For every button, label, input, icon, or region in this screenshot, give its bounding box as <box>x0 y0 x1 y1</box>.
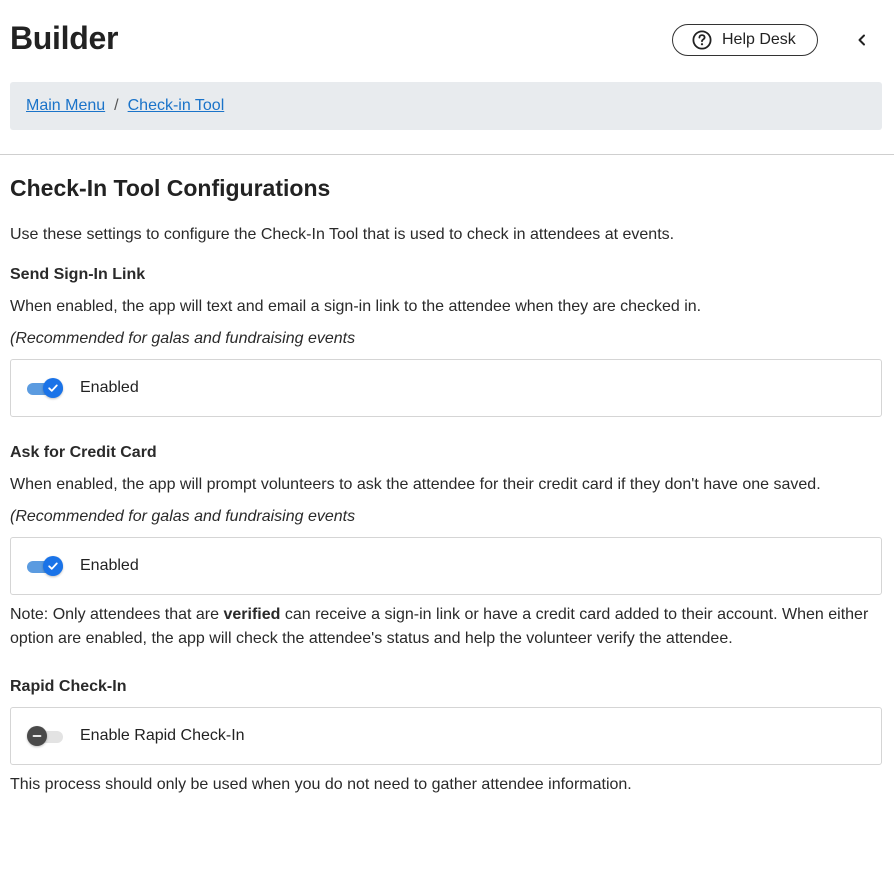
collapse-button[interactable] <box>850 28 874 52</box>
sign-in-toggle-card <box>10 359 882 417</box>
rapid-toggle-card <box>10 707 882 765</box>
credit-card-recommendation: (Recommended for galas and fundraising events <box>10 508 356 525</box>
minus-icon <box>27 726 47 746</box>
intro-text: Use these settings to configure the Check-In Tool that is used to check in attendees at events. <box>10 226 675 243</box>
page-title: Check-In Tool Configurations <box>10 175 331 201</box>
sign-in-toggle-label: Enabled <box>80 379 139 396</box>
note-prefix: Note: Only attendees that are <box>10 606 224 623</box>
sign-in-toggle[interactable] <box>27 377 65 399</box>
credit-card-description: When enabled, the app will prompt volunteers to ask the attendee for their credit card if they don't have one saved. <box>10 476 821 493</box>
question-circle-icon <box>692 30 712 50</box>
rapid-heading: Rapid Check-In <box>10 678 127 695</box>
header <box>0 0 894 82</box>
note-emphasis: verified <box>223 606 281 623</box>
rapid-toggle-label: Enable Rapid Check-In <box>80 727 245 744</box>
rapid-help-text: This process should only be used when you do not need to gather attendee information. <box>10 776 632 793</box>
check-icon <box>43 556 63 576</box>
check-icon <box>43 378 63 398</box>
breadcrumb-check-in-tool[interactable]: Check-in Tool <box>127 97 225 114</box>
credit-card-toggle[interactable] <box>27 555 65 577</box>
breadcrumb-main-menu[interactable]: Main Menu <box>26 97 106 114</box>
verification-note <box>10 603 882 651</box>
credit-card-toggle-label: Enabled <box>80 557 139 574</box>
divider <box>0 154 894 155</box>
credit-card-toggle-card <box>10 537 882 595</box>
breadcrumb-separator: / <box>114 97 119 114</box>
sign-in-recommendation: (Recommended for galas and fundraising events <box>10 330 356 347</box>
sign-in-description: When enabled, the app will text and email a sign-in link to the attendee when they are checked in. <box>10 298 702 315</box>
help-desk-label: Help Desk <box>722 31 796 48</box>
rapid-toggle[interactable] <box>27 725 65 747</box>
app-title: Builder <box>10 20 119 56</box>
chevron-left-icon <box>855 33 869 47</box>
breadcrumb <box>10 82 882 130</box>
sign-in-heading: Send Sign-In Link <box>10 266 146 283</box>
credit-card-heading: Ask for Credit Card <box>10 444 157 461</box>
help-desk-button[interactable] <box>672 24 818 56</box>
note-suffix: can receive a sign-in link or have a credit card added to their account. When either option are enabled, the app will check the attendee's status and help the volunteer verify the attendee. <box>10 606 869 647</box>
